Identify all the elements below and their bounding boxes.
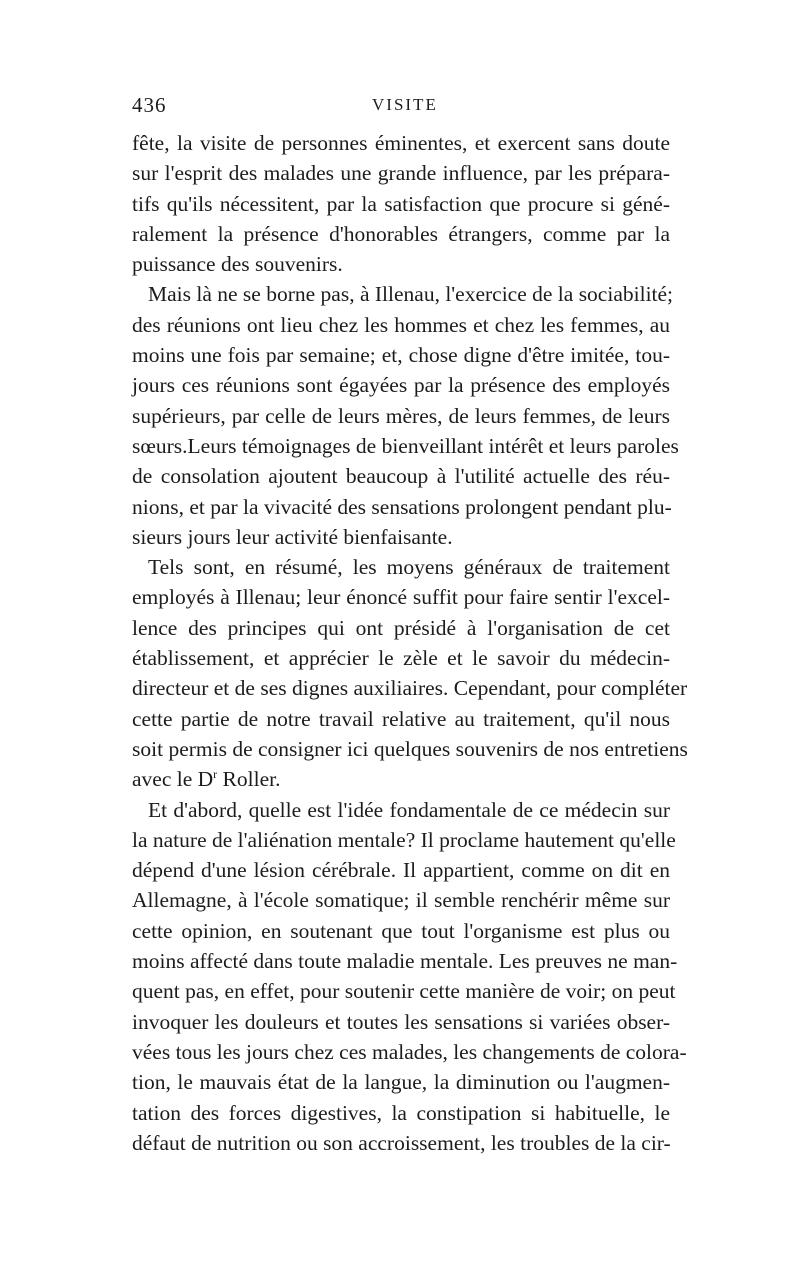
text-line: tifs qu'ils nécessitent, par la satisfaction que procure si géné- [132, 191, 670, 216]
text-line: dépend d'une lésion cérébrale. Il appartient, comme on dit en [132, 858, 670, 883]
text-line: défaut de nutrition ou son accroissement, les troubles de la cir- [132, 1130, 671, 1155]
text-line: cette partie de notre travail relative au traitement, qu'il nous [132, 706, 670, 731]
text-line: fête, la visite de personnes éminentes, et exercent sans doute [132, 131, 670, 155]
text-line-roller [132, 764, 670, 794]
text-line: nions, et par la vivacité des sensations prolongent pendant plu- [132, 494, 672, 519]
text-line: directeur et de ses dignes auxiliaires. Cependant, pour compléter [132, 676, 688, 701]
page-header [132, 93, 668, 123]
text-line: sur l'esprit des malades une grande influence, par les prépara- [132, 161, 670, 186]
text-line: des réunions ont lieu chez les hommes et chez les femmes, au [132, 312, 670, 337]
text-line: sœurs.Leurs témoignages de bienveillant intérêt et leurs paroles [132, 433, 679, 458]
text-line: lence des principes qui ont présidé à l'organisation de cet [132, 615, 670, 640]
text-line: tation des forces digestives, la constipation si habituelle, le [132, 1100, 670, 1125]
text-line: moins affecté dans toute maladie mentale. Les preuves ne man- [132, 949, 678, 974]
text-line: Allemagne, à l'école somatique; il semble renchérir même sur [132, 888, 670, 913]
text-line: invoquer les douleurs et toutes les sensations si variées obser- [132, 1009, 670, 1034]
page-number: 436 [132, 93, 167, 117]
text-line: vées tous les jours chez ces malades, les changements de colora- [132, 1039, 687, 1064]
text-line: cette opinion, en soutenant que tout l'organisme est plus ou [132, 918, 670, 943]
running-head: VISITE [372, 95, 438, 114]
text-line: jours ces réunions sont égayées par la présence des employés [132, 373, 670, 398]
text-line: moins une fois par semaine; et, chose digne d'être imitée, tou- [132, 343, 670, 368]
text-line: supérieurs, par celle de leurs mères, de leurs femmes, de leurs [132, 403, 670, 428]
text-line: soit permis de consigner ici quelques souvenirs de nos entretiens [132, 736, 688, 761]
text-line: ralement la présence d'honorables étrangers, comme par la [132, 221, 670, 246]
text-line: employés à Illenau; leur énoncé suffit pour faire sentir l'excel- [132, 585, 670, 610]
text-line: établissement, et apprécier le zèle et le savoir du médecin- [132, 646, 670, 671]
text-line: Et d'abord, quelle est l'idée fondamentale de ce médecin sur [148, 797, 670, 822]
text-line: puissance des souvenirs. [132, 252, 343, 277]
text-line: de consolation ajoutent beaucoup à l'utilité actuelle des réu- [132, 464, 670, 489]
body-text [132, 128, 688, 1158]
text-line: la nature de l'aliénation mentale? Il proclame hautement qu'elle [132, 827, 676, 852]
text-line: Mais là ne se borne pas, à Illenau, l'exercice de la sociabilité; [148, 282, 674, 307]
text-line: Roller. [217, 767, 281, 792]
text-line: quent pas, en effet, pour soutenir cette manière de voir; on peut [132, 979, 676, 1004]
text-line: avec le D [132, 767, 214, 792]
text-line: sieurs jours leur activité bienfaisante. [132, 524, 453, 549]
text-line: tion, le mauvais état de la langue, la diminution ou l'augmen- [132, 1070, 670, 1095]
text-line: Tels sont, en résumé, les moyens généraux de traitement [148, 555, 670, 580]
superscript: r [213, 767, 218, 782]
